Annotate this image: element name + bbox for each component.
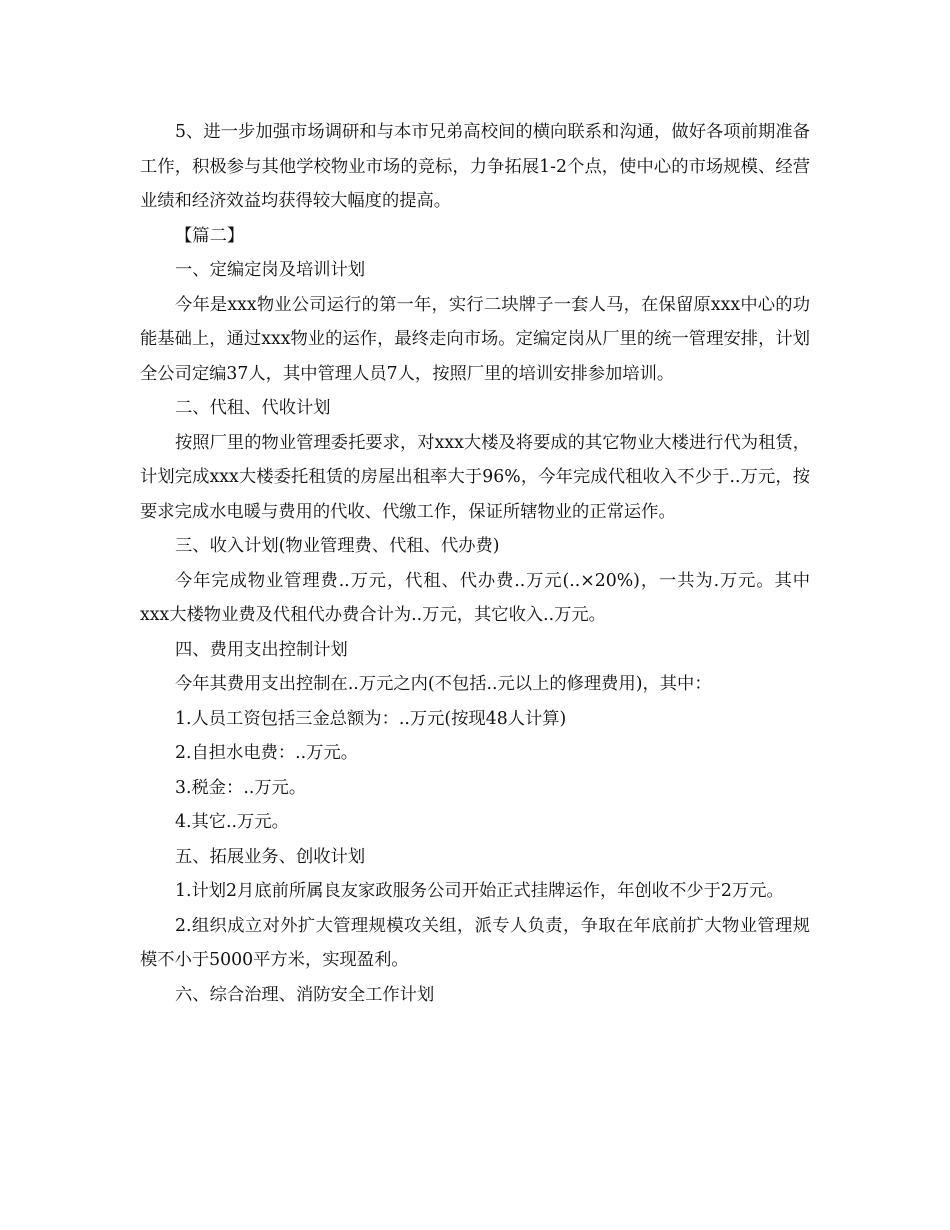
paragraph-expense-control: 今年其费用支出控制在..万元之内(不包括..元以上的修理费用)，其中： xyxy=(175,674,712,694)
list-item-expense-4: 4.其它..万元。 xyxy=(175,812,289,832)
paragraph-leasing-collection: 按照厂里的物业管理委托要求，对xxx大楼及将要成的其它物业大楼进行代为租赁，计划完成xxx大楼委托租赁的房屋出租率大于96%，今年完成代租收入不少于..万元，按要求完成水电暖与费用的代收、代缴工作，保证所辖物业的正常运作。 xyxy=(140,432,810,522)
heading-income-plan: 三、收入计划(物业管理费、代租、代办费) xyxy=(175,536,500,556)
heading-leasing-collection: 二、代租、代收计划 xyxy=(175,398,331,418)
heading-safety-plan: 六、综合治理、消防安全工作计划 xyxy=(175,984,435,1005)
list-item-expense-1: 1.人员工资包括三金总额为：..万元(按现48人计算) xyxy=(175,708,567,729)
document-body xyxy=(140,115,810,1012)
section-heading-part-two: 【篇二】 xyxy=(175,225,245,246)
list-item-expansion-1: 1.计划2月底前所属良友家政服务公司开始正式挂牌运作，年创收不少于2万元。 xyxy=(175,881,784,901)
paragraph-staffing-training: 今年是xxx物业公司运行的第一年，实行二块牌子一套人马，在保留原xxx中心的功能基础上，通过xxx物业的运作，最终走向市场。定编定岗从厂里的统一管理安排，计划全公司定编37人，其中管理人员7人，按照厂里的培训安排参加培训。 xyxy=(140,294,810,384)
heading-staffing-training: 一、定编定岗及培训计划 xyxy=(175,260,366,280)
paragraph-market-expansion: 5、进一步加强市场调研和与本市兄弟高校间的横向联系和沟通，做好各项前期准备工作，积极参与其他学校物业市场的竞标，力争拓展1-2个点，使中心的市场规模、经营业绩和经济效益均获得较大幅度的提高。 xyxy=(140,122,810,211)
paragraph-income-plan: 今年完成物业管理费..万元，代租、代办费..万元(..×20%)，一共为.万元。其中xxx大楼物业费及代租代办费合计为..万元，其它收入..万元。 xyxy=(140,570,810,625)
heading-expense-control: 四、费用支出控制计划 xyxy=(175,639,348,660)
list-item-expansion-2: 2.组织成立对外扩大管理规模攻关组，派专人负责，争取在年底前扩大物业管理规模不小于5000平方米，实现盈利。 xyxy=(140,915,810,970)
list-item-expense-2: 2.自担水电费：..万元。 xyxy=(175,743,359,763)
list-item-expense-3: 3.税金：..万元。 xyxy=(175,777,307,798)
heading-business-expansion: 五、拓展业务、创收计划 xyxy=(175,846,366,867)
